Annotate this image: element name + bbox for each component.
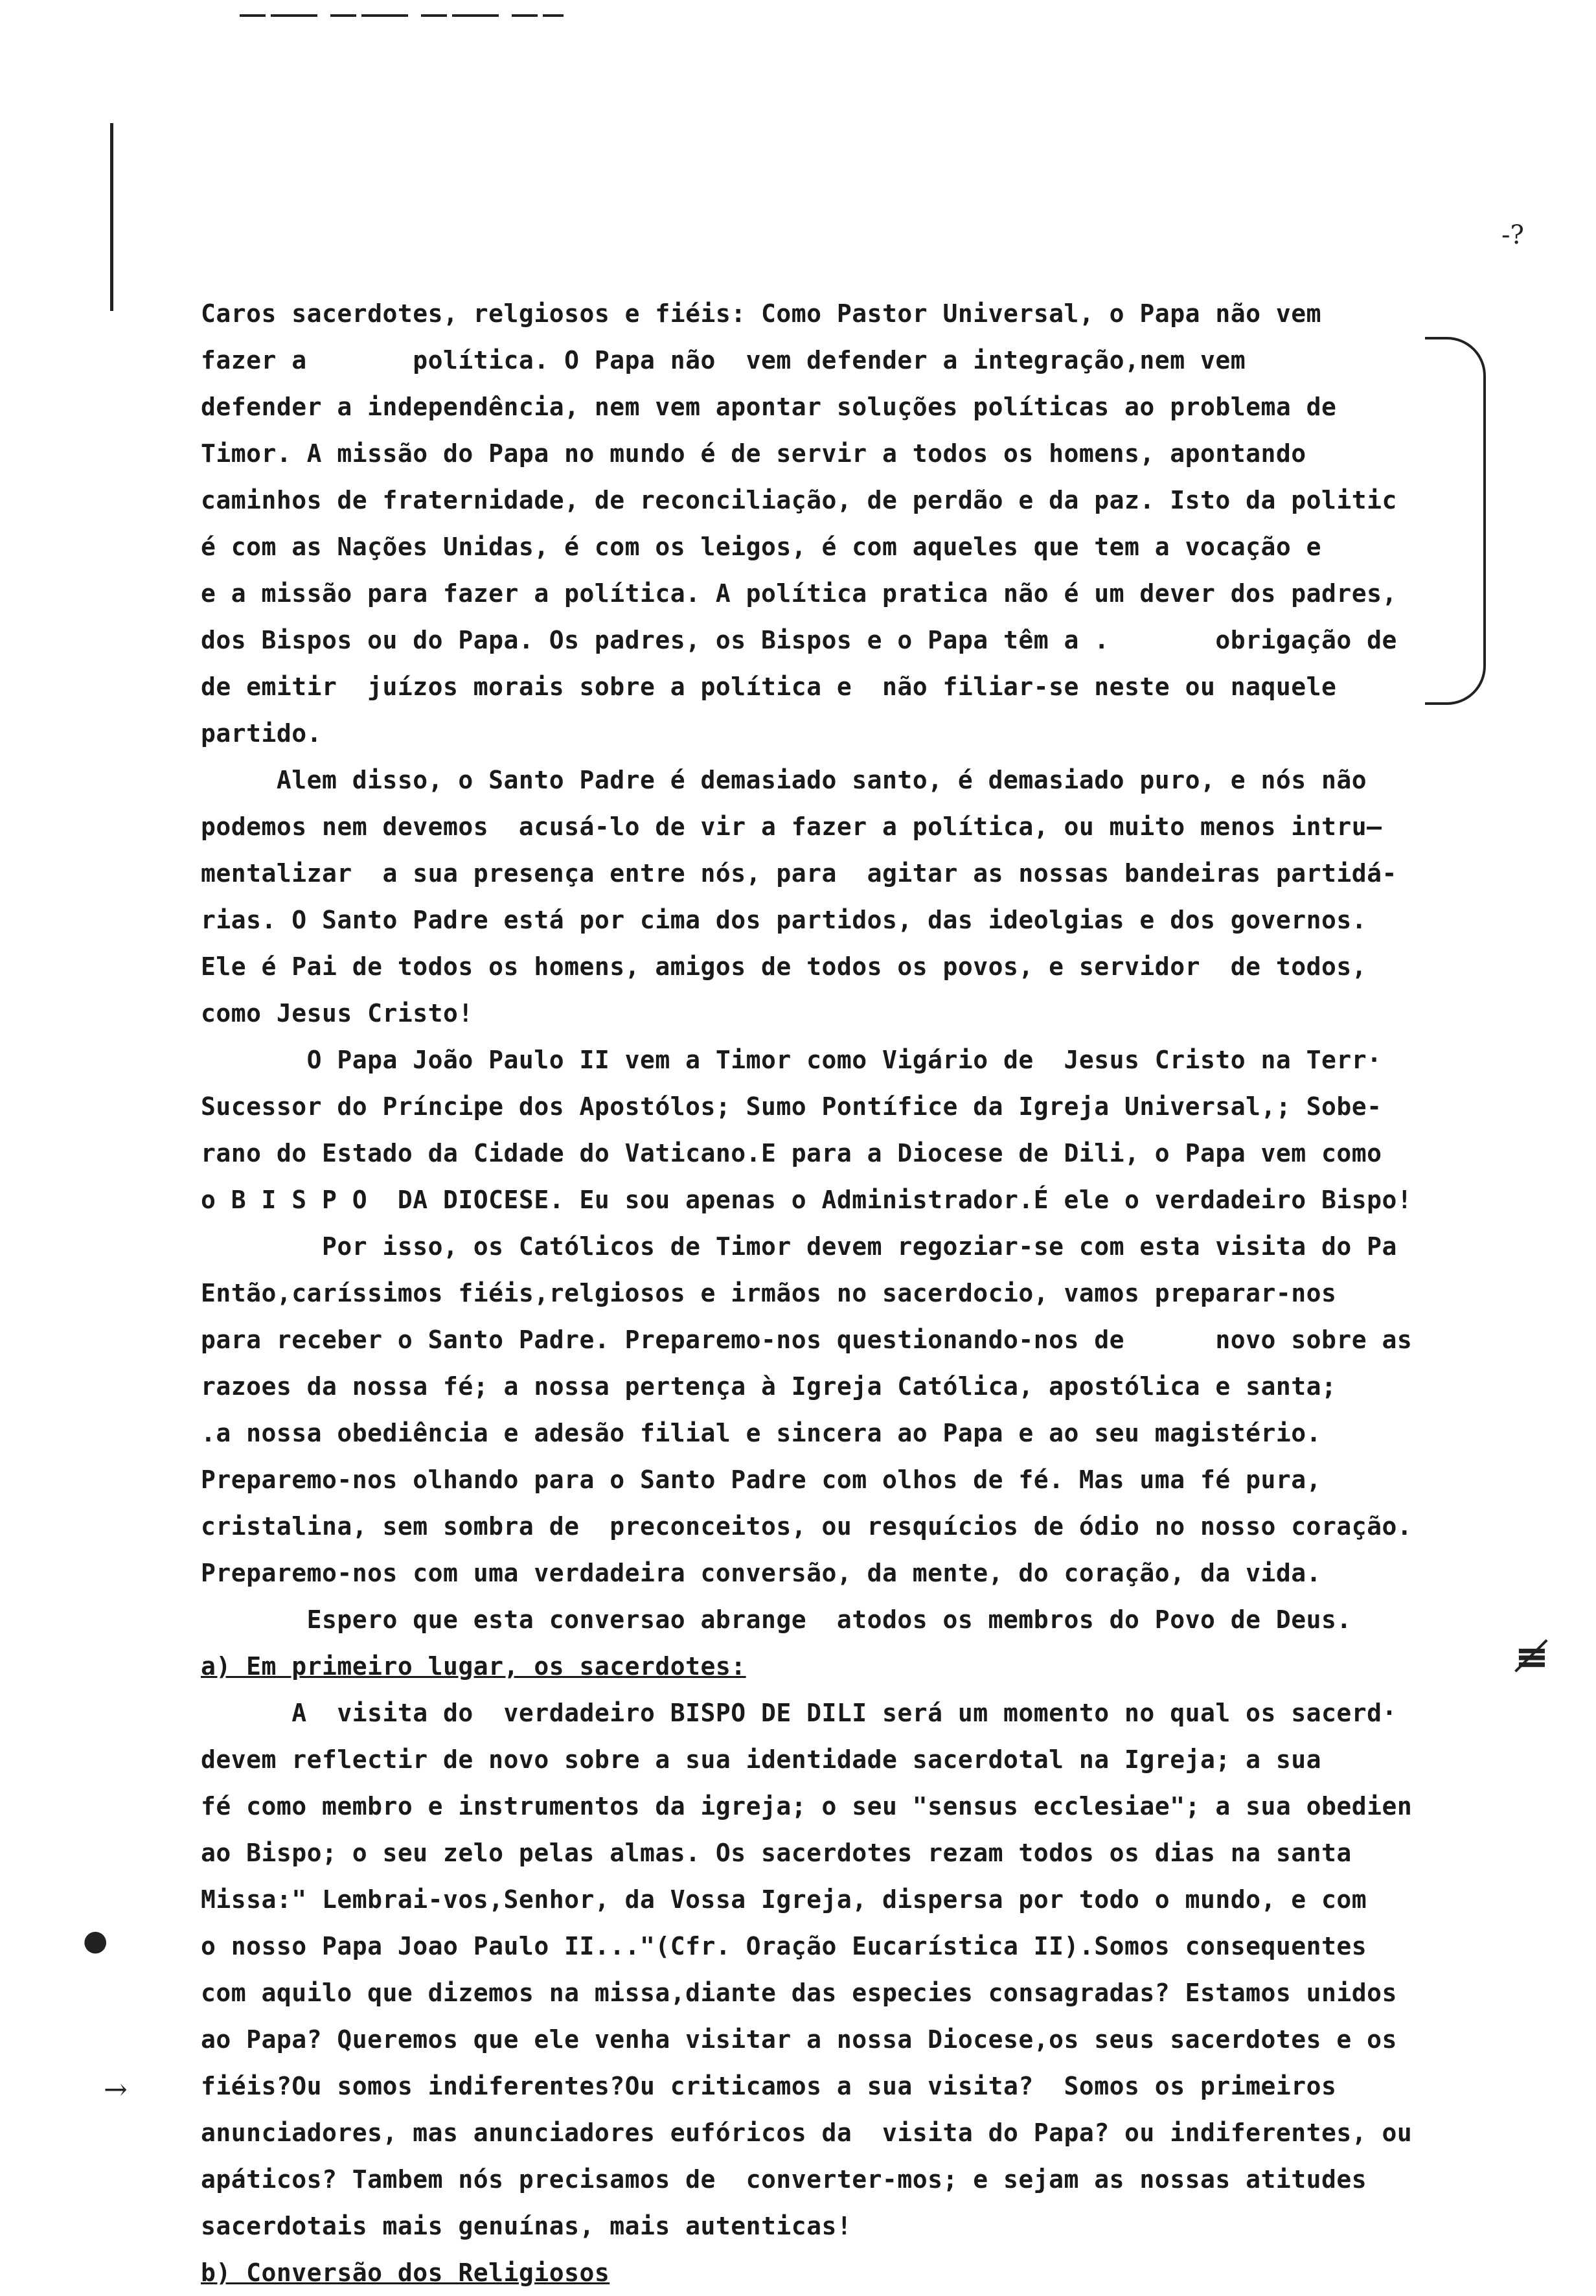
text-line: de emitir juízos morais sobre a política e não filiar-se neste ou naquele [201, 672, 1337, 701]
text-line: é com as Nações Unidas, é com os leigos, é com aqueles que tem a vocação e [201, 533, 1321, 561]
text-line: caminhos de fraternidade, de reconciliação, de perdão e da paz. Isto da politic [201, 486, 1397, 514]
section-heading: a) Em primeiro lugar, os sacerdotes: [201, 1652, 746, 1681]
text-line: anunciadores, mas anunciadores eufóricos da visita do Papa? ou indiferentes, ou [201, 2118, 1413, 2147]
text-line: ao Papa? Queremos que ele venha visitar a nossa Diocese,os seus sacerdotes e os [201, 2025, 1397, 2054]
text-line: rano do Estado da Cidade do Vaticano.E para a Diocese de Dili, o Papa vem como [201, 1139, 1382, 1167]
text-line: mentalizar a sua presença entre nós, para agitar as nossas bandeiras partidá- [201, 859, 1397, 888]
typed-letter-body [201, 290, 1516, 2296]
text-line: como Jesus Cristo! [201, 999, 473, 1027]
margin-mark-right: ≢ [1514, 1633, 1549, 1681]
text-line: Por isso, os Católicos de Timor devem regoziar-se com esta visita do Pa [201, 1232, 1397, 1261]
text-line: .a nossa obediência e adesão filial e sincera ao Papa e ao seu magistério. [201, 1419, 1321, 1447]
text-line: devem reflectir de novo sobre a sua identidade sacerdotal na Igreja; a sua [201, 1745, 1321, 1774]
text-line: Preparemo-nos com uma verdadeira conversão, da mente, do coração, da vida. [201, 1559, 1321, 1587]
text-line: apáticos? Tambem nós precisamos de converter-mos; e sejam as nossas atitudes [201, 2165, 1367, 2194]
text-line: fiéis?Ou somos indiferentes?Ou criticamos a sua visita? Somos os primeiros [201, 2072, 1337, 2100]
text-line: Alem disso, o Santo Padre é demasiado santo, é demasiado puro, e nós não [201, 766, 1367, 794]
text-line: Preparemo-nos olhando para o Santo Padre com olhos de fé. Mas uma fé pura, [201, 1465, 1321, 1494]
margin-mark-left-arrow: → [104, 2073, 128, 2106]
text-line: fazer a política. O Papa não vem defender a integração,nem vem [201, 346, 1246, 374]
text-line: O Papa João Paulo II vem a Timor como Vigário de Jesus Cristo na Terr· [201, 1046, 1382, 1074]
text-line: sacerdotais mais genuínas, mais autenticas! [201, 2212, 852, 2240]
text-line: Então,caríssimos fiéis,relgiosos e irmãos no sacerdocio, vamos preparar-nos [201, 1279, 1337, 1307]
text-line: Timor. A missão do Papa no mundo é de servir a todos os homens, apontando [201, 439, 1306, 468]
text-line: o B I S P O DA DIOCESE. Eu sou apenas o Administrador.É ele o verdadeiro Bispo! [201, 1186, 1413, 1214]
text-line: Caros sacerdotes, relgiosos e fiéis: Como Pastor Universal, o Papa não vem [201, 299, 1321, 328]
section-heading: b) Conversão dos Religiosos [201, 2258, 610, 2287]
text-line: ao Bispo; o seu zelo pelas almas. Os sacerdotes rezam todos os dias na santa [201, 1839, 1352, 1867]
text-line: para receber o Santo Padre. Preparemo-nos questionando-nos de novo sobre as [201, 1326, 1413, 1354]
text-line: Ele é Pai de todos os homens, amigos de todos os povos, e servidor de todos, [201, 952, 1367, 981]
text-line: partido. [201, 719, 323, 748]
text-line: A visita do verdadeiro BISPO DE DILI será um momento no qual os sacerd· [201, 1699, 1397, 1727]
margin-vertical-line [110, 123, 113, 311]
top-rule [240, 14, 564, 17]
text-line: dos Bispos ou do Papa. Os padres, os Bispos e o Papa têm a . obrigação de [201, 626, 1397, 654]
text-line: Espero que esta conversao abrange atodos os membros do Povo de Deus. [201, 1605, 1352, 1634]
text-line: rias. O Santo Padre está por cima dos partidos, das ideolgias e dos governos. [201, 906, 1367, 934]
text-line: o nosso Papa Joao Paulo II..."(Cfr. Oração Eucarística II).Somos consequentes [201, 1932, 1367, 1960]
text-line: razoes da nossa fé; a nossa pertença à Igreja Católica, apostólica e santa; [201, 1372, 1337, 1401]
text-line: Sucessor do Príncipe dos Apostólos; Sumo Pontífice da Igreja Universal,; Sobe- [201, 1092, 1382, 1121]
text-line: podemos nem devemos acusá-lo de vir a fazer a política, ou muito menos intru— [201, 812, 1382, 841]
text-line: fé como membro e instrumentos da igreja; o seu "sensus ecclesiae"; a sua obedien [201, 1792, 1413, 1820]
text-line: e a missão para fazer a política. A política pratica não é um dever dos padres, [201, 579, 1397, 608]
text-line: Missa:" Lembrai-vos,Senhor, da Vossa Igreja, dispersa por todo o mundo, e com [201, 1885, 1367, 1914]
text-line: defender a independência, nem vem apontar soluções políticas ao problema de [201, 393, 1337, 421]
text-line: com aquilo que dizemos na missa,diante das especies consagradas? Estamos unidos [201, 1979, 1397, 2007]
margin-mark-top-right: -? [1501, 220, 1524, 250]
text-line: cristalina, sem sombra de preconceitos, ou resquícios de ódio no nosso coração. [201, 1512, 1413, 1541]
margin-mark-left-dot: ● [83, 1924, 108, 1957]
